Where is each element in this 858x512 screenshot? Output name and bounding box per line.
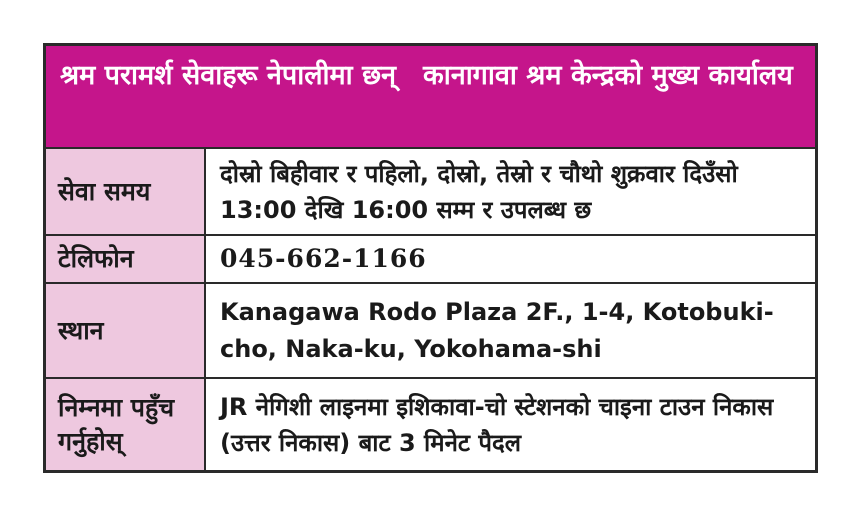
table-row-access: [46, 379, 815, 470]
table-row-telephone: [46, 236, 815, 284]
service-hours-value: दोस्रो बिहीवार र पहिलो, दोस्रो, तेस्रो र चौथो शुक्रवार दिउँसो 13:00 देखि 16:00 सम्म र उपलब्ध छ: [206, 149, 815, 234]
table-row-location: [46, 284, 815, 379]
table-header-title: श्रम परामर्श सेवाहरू नेपालीमा छन् कानागावा श्रम केन्द्रको मुख्य कार्यालय: [46, 46, 815, 149]
location-label: स्थान: [46, 284, 206, 377]
access-directions: JR नेगिशी लाइनमा इशिकावा-चो स्टेशनको चाइना टाउन निकास (उत्तर निकास) बाट 3 मिनेट पैदल: [206, 379, 815, 470]
info-table: [43, 43, 818, 473]
telephone-number: 045-662-1166: [206, 236, 815, 282]
access-label: निम्नमा पहुँच गर्नुहोस्: [46, 379, 206, 470]
telephone-label: टेलिफोन: [46, 236, 206, 282]
location-address: Kanagawa Rodo Plaza 2F., 1-4, Kotobuki-cho, Naka-ku, Yokohama-shi: [206, 284, 815, 377]
service-hours-label: सेवा समय: [46, 149, 206, 234]
table-row-service-hours: [46, 149, 815, 236]
